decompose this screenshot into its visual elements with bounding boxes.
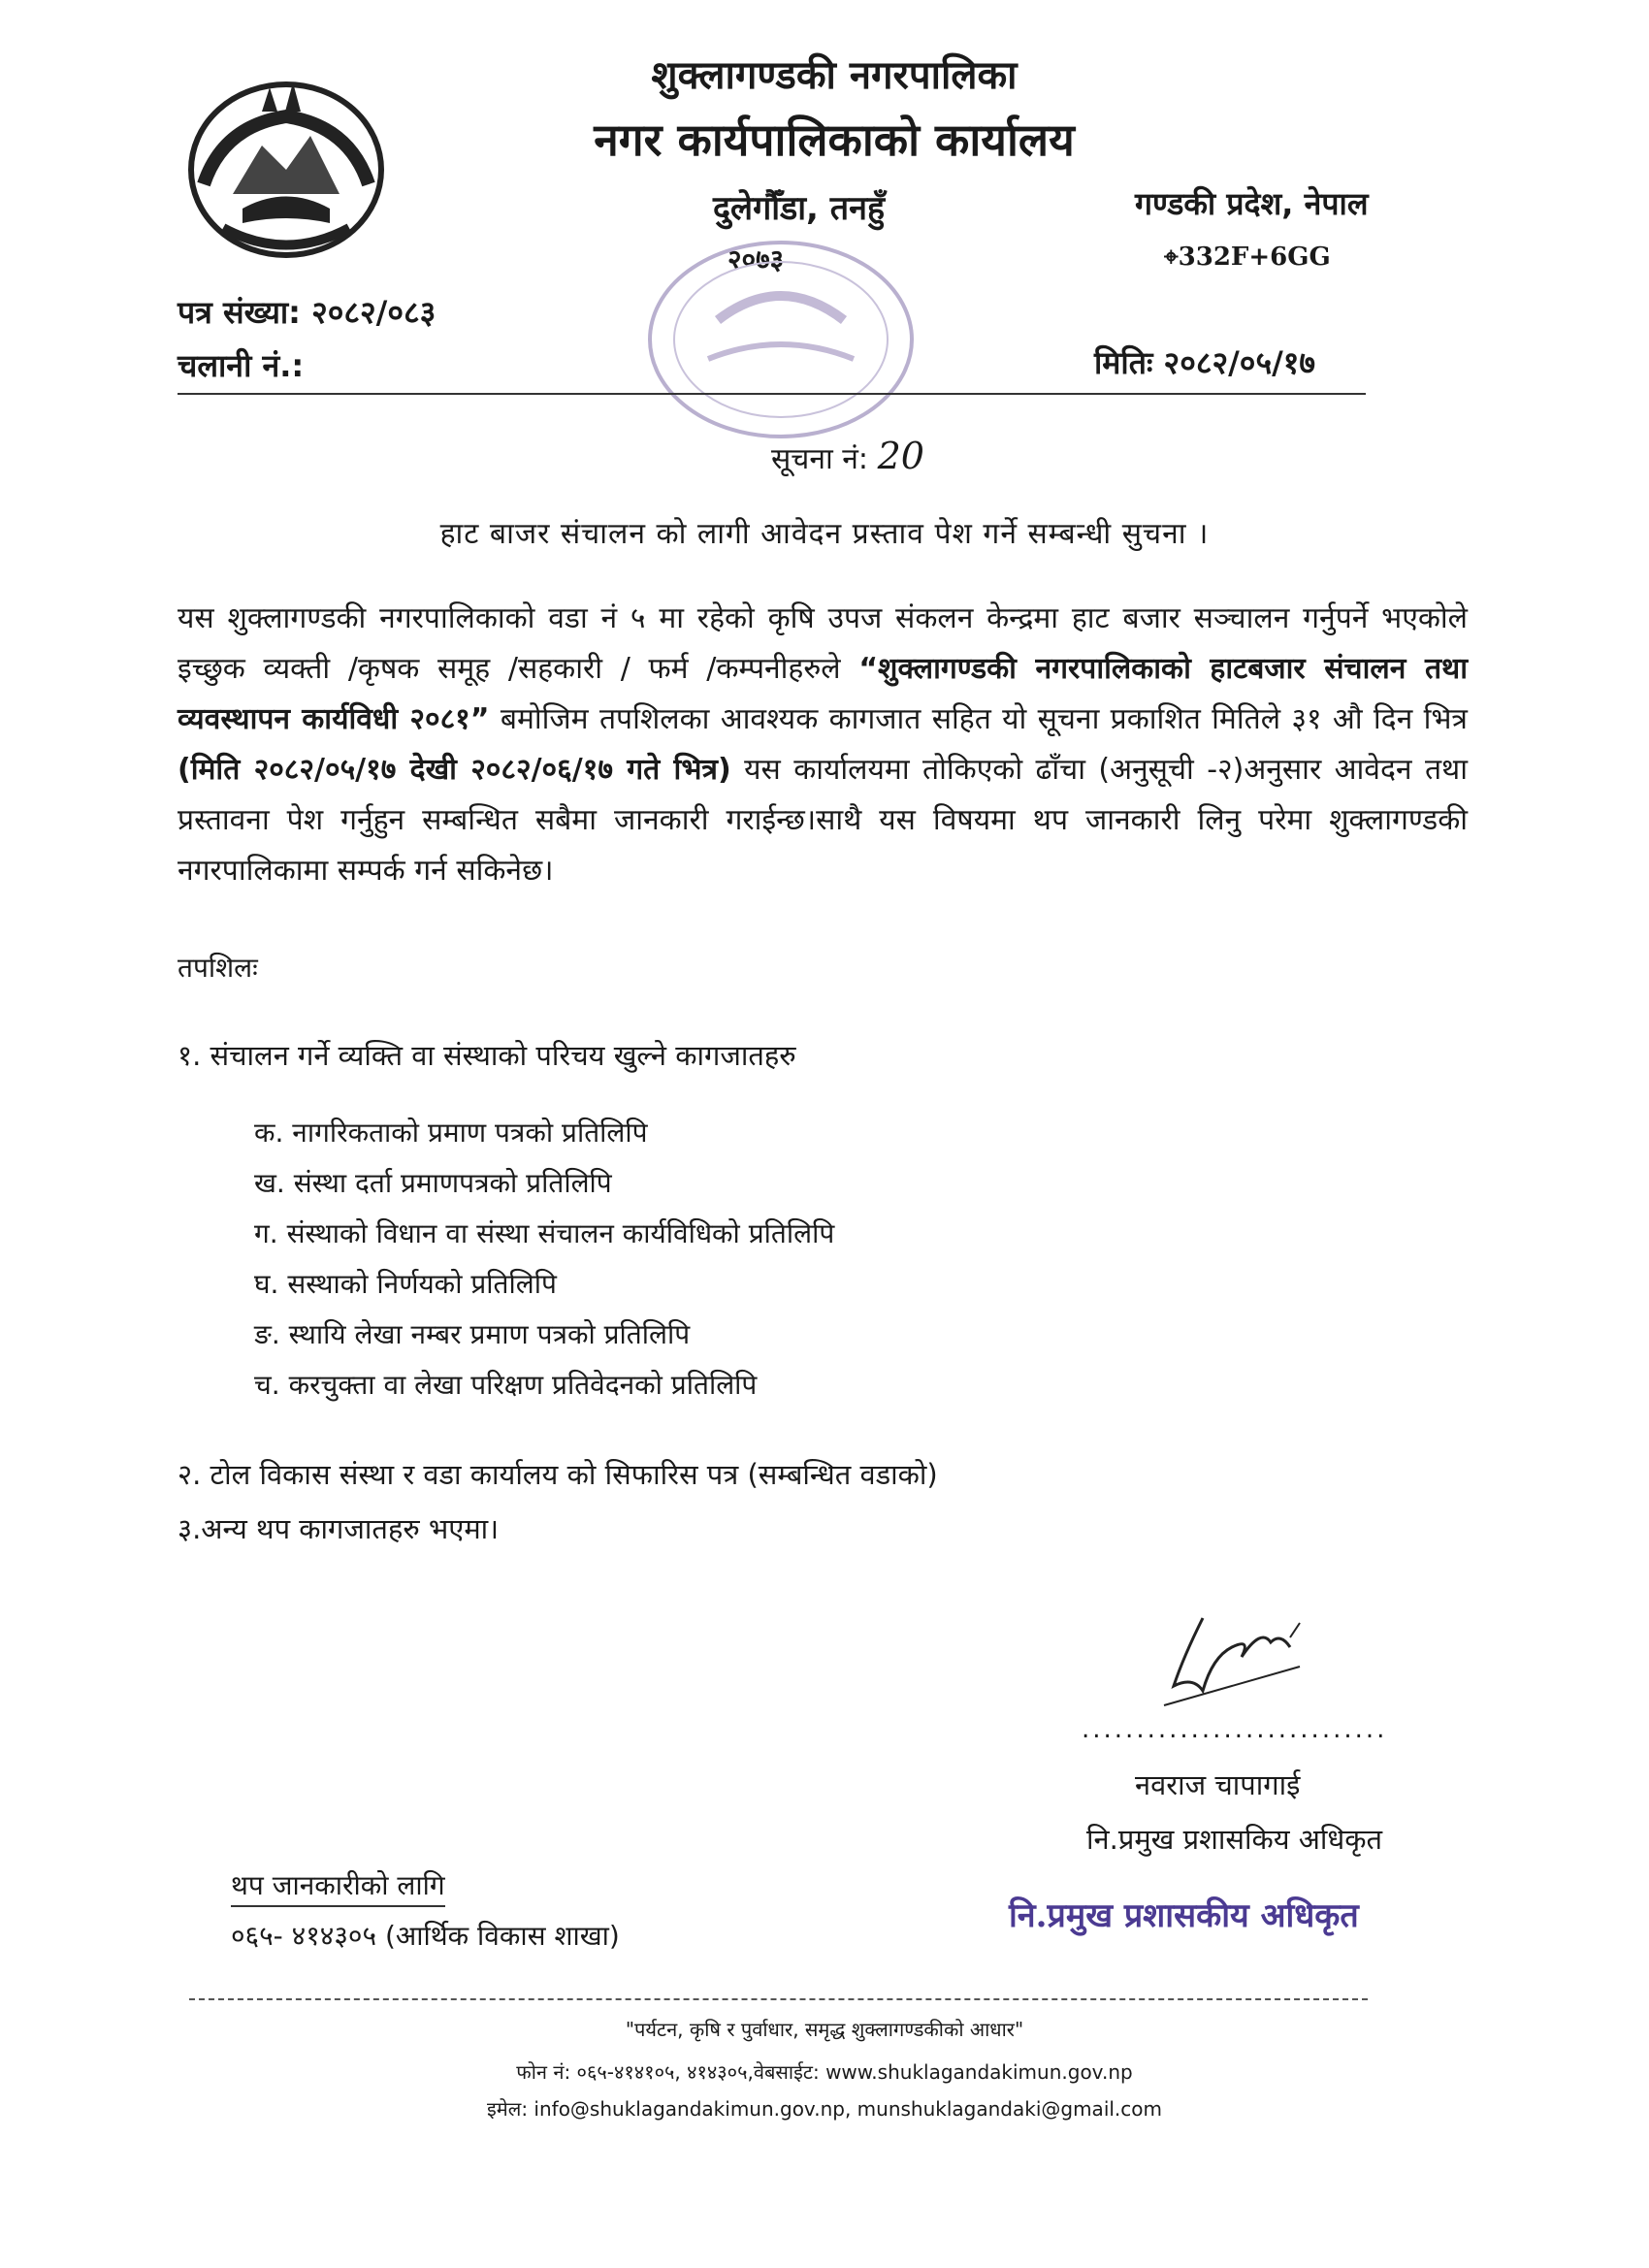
footer-slogan: "पर्यटन, कृषि र पुर्वाधार, समृद्ध शुक्लागण्डकीको आधार" — [625, 2018, 1024, 2041]
office-name: नगर कार्यपालिकाको कार्यालय — [594, 113, 1075, 166]
notice-number-label: सूचना नं: — [771, 442, 869, 476]
body-bold-dates: (मिति २०८२/०५/१७ देखी २०८२/०६/१७ गते भित्र) — [178, 753, 731, 787]
list-item: ग. संस्थाको विधान वा संस्था संचालन कार्यविधिको प्रतिलिपि — [254, 1217, 835, 1249]
province-name: गण्डकी प्रदेश, नेपाल — [1135, 185, 1369, 222]
footer-divider — [189, 1998, 1368, 2000]
handwritten-signature — [1145, 1599, 1319, 1725]
notice-body — [178, 594, 1468, 896]
body-bold-procedure: “शुक्लागण्डकी नगरपालिकाको हाटबजार संचालन तथा व्यवस्थापन कार्यविधी २०८१” — [178, 652, 1468, 736]
office-location: दुलेगौँडा, तनहुँ — [713, 189, 886, 228]
body-text-1: यस शुक्लागण्डकी नगरपालिकाको वडा नं ५ मा रहेको कृषि उपज संकलन केन्द्रमा हाट बजार सञ्चालन गर्नुपर्ने भएकोले इच्छुक व्यक्ती /कृषक समूह /सहकारी / फर्म /कम्पनीहरुले — [178, 601, 1468, 686]
more-info-label: थप जानकारीको लागि — [231, 1866, 445, 1907]
schedule-section-3: ३.अन्य थप कागजातहरु भएमा। — [178, 1512, 500, 1545]
schedule-section-2: २. टोल विकास संस्था र वडा कार्यालय को सिफारिस पत्र (सम्बन्धित वडाको) — [178, 1458, 938, 1491]
letter-date: मितिः २०८२/०५/१७ — [1094, 344, 1316, 381]
municipality-name: शुक्लागण्डकी नगरपालिका — [651, 53, 1018, 98]
established-year: २०७३ — [728, 243, 785, 275]
list-item: ख. संस्था दर्ता प्रमाणपत्रको प्रतिलिपि — [254, 1167, 612, 1199]
footer-contact: फोन नं: ०६५-४१४१०५, ४१४३०५,वेबसाईट: www.shuklagandakimun.gov.np — [516, 2060, 1133, 2084]
signature-line: ............................ — [1082, 1715, 1388, 1744]
footer-email: इमेल: info@shuklagandakimun.gov.np, munshuklagandaki@gmail.com — [486, 2097, 1162, 2121]
schedule-section-1: १. संचालन गर्ने व्यक्ति वा संस्थाको परिचय खुल्ने कागजातहरु — [178, 1039, 796, 1072]
header-divider — [178, 393, 1366, 395]
list-item: घ. सस्थाको निर्णयको प्रतिलिपि — [254, 1268, 557, 1300]
notice-number-value: 20 — [877, 435, 924, 477]
dispatch-number: चलानी नं.: — [178, 347, 305, 384]
document-list — [254, 1114, 834, 1416]
schedule-label: तपशिलः — [178, 952, 258, 984]
list-item: क. नागरिकताको प्रमाण पत्रको प्रतिलिपि — [254, 1117, 648, 1149]
notice-number — [771, 435, 924, 477]
plus-code: ⌖332F+6GG — [1164, 243, 1331, 272]
office-stamp — [640, 233, 922, 456]
body-text-2: बमोजिम तपशिलका आवश्यक कागजात सहित यो सूचना प्रकाशित मितिले ३१ औ दिन भित्र — [489, 702, 1468, 736]
body-text-3: यस कार्यालयमा तोकिएको ढाँचा (अनुसूची -२)अनुसार आवेदन तथा प्रस्तावना पेश गर्नुहुन सम्बन्धित सबैमा जानकारी गराईन्छ।साथै यस विषयमा थप जानकारी लिनु परेमा शुक्लागण्डकी नगरपालिकामा सम्पर्क गर्न सकिनेछ। — [178, 753, 1468, 888]
list-item: च. करचुक्ता वा लेखा परिक्षण प्रतिवेदनको प्रतिलिपि — [254, 1369, 758, 1401]
letter-reference-number: पत्र संख्या: २०८२/०८३ — [178, 294, 436, 331]
more-info-phone: ०६५- ४१४३०५ (आर्थिक विकास शाखा) — [231, 1920, 620, 1952]
signatory-stamp: नि.प्रमुख प्रशासकीय अधिकृत — [1009, 1896, 1359, 1935]
signatory-title: नि.प्रमुख प्रशासकिय अधिकृत — [1086, 1823, 1383, 1856]
notice-subject: हाट बाजर संचालन को लागी आवेदन प्रस्ताव पेश गर्ने सम्बन्धी सुचना । — [439, 517, 1210, 551]
nepal-government-emblem — [184, 68, 388, 262]
list-item: ङ. स्थायि लेखा नम्बर प्रमाण पत्रको प्रतिलिपि — [254, 1318, 691, 1350]
signatory-name: नवराज चापागाई — [1135, 1768, 1301, 1801]
